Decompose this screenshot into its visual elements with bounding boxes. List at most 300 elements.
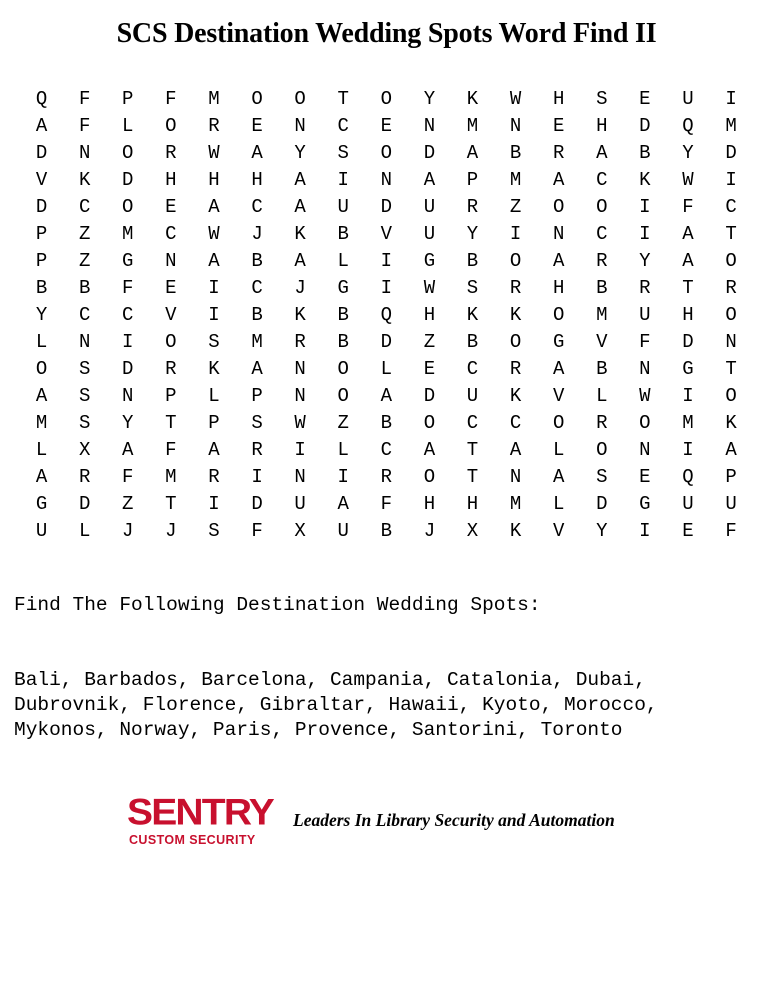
- grid-cell: I: [294, 439, 306, 461]
- grid-cell: W: [294, 412, 306, 434]
- grid-row: [20, 329, 753, 356]
- grid-cell: U: [337, 196, 349, 218]
- grid-row: [20, 86, 753, 113]
- grid-cell: X: [294, 520, 306, 542]
- grid-cell: Y: [294, 142, 306, 164]
- grid-cell: M: [509, 493, 522, 515]
- grid-cell: O: [509, 250, 522, 272]
- grid-cell: W: [509, 88, 522, 110]
- grid-cell: H: [596, 115, 608, 137]
- grid-cell: N: [78, 331, 91, 353]
- grid-cell: A: [552, 169, 565, 191]
- grid-cell: R: [596, 412, 608, 434]
- grid-cell: O: [423, 466, 436, 488]
- grid-cell: Y: [639, 250, 651, 272]
- grid-cell: C: [78, 196, 91, 218]
- grid-cell: G: [552, 331, 565, 353]
- grid-cell: B: [466, 250, 479, 272]
- grid-cell: A: [251, 358, 263, 380]
- grid-cell: K: [509, 304, 522, 326]
- grid-cell: L: [35, 331, 48, 353]
- grid-cell: I: [337, 466, 349, 488]
- grid-cell: I: [122, 331, 134, 353]
- grid-cell: A: [294, 250, 306, 272]
- grid-row: [20, 302, 753, 329]
- grid-cell: K: [208, 358, 220, 380]
- grid-cell: F: [165, 88, 177, 110]
- grid-cell: O: [380, 142, 392, 164]
- page-title: SCS Destination Wedding Spots Word Find II: [116, 18, 657, 49]
- grid-cell: I: [509, 223, 522, 245]
- grid-cell: U: [337, 520, 349, 542]
- grid-cell: V: [35, 169, 48, 191]
- grid-cell: J: [423, 520, 436, 542]
- grid-cell: C: [509, 412, 522, 434]
- grid-cell: F: [639, 331, 651, 353]
- grid-cell: M: [509, 169, 522, 191]
- grid-cell: M: [466, 115, 479, 137]
- grid-cell: Y: [682, 142, 694, 164]
- grid-cell: I: [251, 466, 263, 488]
- grid-cell: A: [423, 169, 436, 191]
- grid-cell: D: [380, 196, 392, 218]
- grid-cell: D: [122, 169, 134, 191]
- grid-cell: F: [165, 439, 177, 461]
- grid-cell: W: [208, 223, 220, 245]
- grid-cell: X: [466, 520, 479, 542]
- grid-cell: I: [682, 439, 694, 461]
- grid-cell: Z: [78, 250, 91, 272]
- tagline: Leaders In Library Security and Automation: [293, 810, 615, 830]
- grid-cell: L: [596, 385, 608, 407]
- grid-cell: O: [165, 331, 177, 353]
- grid-cell: G: [122, 250, 134, 272]
- grid-cell: G: [337, 277, 349, 299]
- grid-cell: D: [35, 196, 48, 218]
- grid-cell: E: [639, 88, 651, 110]
- grid-cell: O: [552, 304, 565, 326]
- grid-cell: D: [78, 493, 91, 515]
- grid-cell: F: [725, 520, 737, 542]
- grid-cell: E: [639, 466, 651, 488]
- grid-cell: I: [380, 250, 392, 272]
- grid-cell: F: [78, 115, 91, 137]
- grid-cell: U: [682, 88, 694, 110]
- grid-cell: R: [208, 466, 220, 488]
- grid-cell: R: [596, 250, 608, 272]
- grid-cell: J: [294, 277, 306, 299]
- grid-cell: D: [725, 142, 737, 164]
- grid-cell: U: [682, 493, 694, 515]
- grid-cell: R: [466, 196, 479, 218]
- grid-cell: O: [552, 412, 565, 434]
- grid-row: [20, 383, 753, 410]
- grid-cell: K: [78, 169, 91, 191]
- grid-cell: L: [122, 115, 134, 137]
- grid-cell: B: [337, 304, 349, 326]
- grid-row: [20, 491, 753, 518]
- grid-cell: M: [208, 88, 220, 110]
- letter-grid: [20, 86, 753, 545]
- grid-cell: Q: [682, 466, 694, 488]
- grid-cell: A: [380, 385, 392, 407]
- grid-cell: R: [639, 277, 651, 299]
- grid-cell: B: [337, 331, 349, 353]
- grid-cell: A: [552, 250, 565, 272]
- grid-cell: O: [509, 331, 522, 353]
- grid-cell: F: [251, 520, 263, 542]
- grid-cell: U: [35, 520, 48, 542]
- grid-cell: C: [596, 169, 608, 191]
- grid-cell: O: [639, 412, 651, 434]
- grid-cell: B: [380, 520, 392, 542]
- grid-cell: A: [35, 115, 48, 137]
- grid-cell: N: [509, 115, 522, 137]
- grid-cell: X: [78, 439, 91, 461]
- grid-cell: E: [552, 115, 565, 137]
- grid-cell: N: [552, 223, 565, 245]
- grid-cell: O: [725, 385, 737, 407]
- grid-cell: I: [208, 277, 220, 299]
- grid-cell: B: [337, 223, 349, 245]
- grid-cell: P: [35, 223, 48, 245]
- grid-cell: A: [509, 439, 522, 461]
- grid-cell: N: [165, 250, 177, 272]
- grid-cell: V: [552, 385, 565, 407]
- grid-cell: O: [380, 88, 392, 110]
- grid-cell: E: [682, 520, 694, 542]
- grid-cell: R: [294, 331, 306, 353]
- grid-cell: D: [596, 493, 608, 515]
- grid-row: [20, 518, 753, 545]
- grid-cell: K: [294, 304, 306, 326]
- grid-cell: K: [466, 304, 479, 326]
- grid-cell: B: [35, 277, 48, 299]
- grid-cell: D: [380, 331, 392, 353]
- grid-cell: M: [122, 223, 134, 245]
- grid-cell: O: [337, 385, 349, 407]
- grid-cell: I: [639, 520, 651, 542]
- grid-cell: E: [251, 115, 263, 137]
- grid-cell: W: [208, 142, 220, 164]
- grid-cell: T: [466, 466, 479, 488]
- grid-cell: D: [122, 358, 134, 380]
- grid-cell: O: [725, 250, 737, 272]
- grid-cell: S: [596, 466, 608, 488]
- grid-cell: Z: [78, 223, 91, 245]
- grid-cell: M: [682, 412, 694, 434]
- grid-cell: B: [380, 412, 392, 434]
- grid-cell: O: [337, 358, 349, 380]
- grid-cell: A: [725, 439, 737, 461]
- grid-cell: S: [251, 412, 263, 434]
- grid-cell: Q: [682, 115, 694, 137]
- grid-cell: D: [251, 493, 263, 515]
- grid-cell: F: [380, 493, 392, 515]
- grid-cell: C: [466, 358, 479, 380]
- grid-cell: J: [251, 223, 263, 245]
- grid-cell: C: [78, 304, 91, 326]
- grid-cell: K: [639, 169, 651, 191]
- grid-cell: G: [639, 493, 651, 515]
- grid-cell: Q: [380, 304, 392, 326]
- grid-cell: H: [466, 493, 479, 515]
- grid-cell: P: [208, 412, 220, 434]
- grid-cell: T: [725, 358, 737, 380]
- grid-row: [20, 167, 753, 194]
- grid-cell: A: [294, 169, 306, 191]
- grid-cell: H: [208, 169, 220, 191]
- grid-row: [20, 356, 753, 383]
- grid-cell: B: [596, 358, 608, 380]
- grid-cell: M: [165, 466, 177, 488]
- grid-cell: F: [78, 88, 91, 110]
- grid-cell: A: [35, 385, 48, 407]
- grid-cell: Y: [466, 223, 479, 245]
- grid-cell: S: [337, 142, 349, 164]
- grid-cell: S: [208, 520, 220, 542]
- grid-cell: M: [725, 115, 737, 137]
- grid-cell: D: [423, 142, 436, 164]
- grid-cell: C: [251, 196, 263, 218]
- grid-cell: A: [423, 439, 436, 461]
- grid-cell: B: [251, 250, 263, 272]
- sentry-logo: [127, 794, 287, 847]
- grid-cell: A: [251, 142, 263, 164]
- grid-cell: O: [251, 88, 263, 110]
- grid-cell: O: [596, 196, 608, 218]
- grid-cell: L: [380, 358, 392, 380]
- grid-cell: D: [682, 331, 694, 353]
- grid-cell: H: [552, 88, 565, 110]
- grid-cell: N: [294, 115, 306, 137]
- grid-cell: Z: [509, 196, 522, 218]
- grid-cell: N: [509, 466, 522, 488]
- grid-cell: C: [165, 223, 177, 245]
- grid-cell: N: [380, 169, 392, 191]
- grid-cell: U: [725, 493, 737, 515]
- grid-cell: R: [380, 466, 392, 488]
- grid-cell: T: [725, 223, 737, 245]
- word-list-line: Dubrovnik, Florence, Gibraltar, Hawaii, Kyoto, Morocco,: [14, 694, 658, 716]
- grid-row: [20, 437, 753, 464]
- grid-cell: L: [208, 385, 220, 407]
- grid-cell: N: [294, 466, 306, 488]
- grid-cell: C: [725, 196, 737, 218]
- grid-cell: A: [552, 466, 565, 488]
- grid-cell: O: [122, 196, 134, 218]
- grid-cell: G: [682, 358, 694, 380]
- grid-cell: N: [725, 331, 737, 353]
- grid-cell: U: [639, 304, 651, 326]
- grid-cell: O: [725, 304, 737, 326]
- grid-cell: H: [251, 169, 263, 191]
- grid-cell: R: [552, 142, 565, 164]
- grid-cell: W: [682, 169, 694, 191]
- grid-cell: V: [380, 223, 392, 245]
- grid-cell: T: [337, 88, 349, 110]
- grid-cell: E: [423, 358, 436, 380]
- grid-row: [20, 140, 753, 167]
- grid-cell: K: [509, 520, 522, 542]
- grid-cell: F: [682, 196, 694, 218]
- grid-cell: L: [552, 439, 565, 461]
- grid-cell: L: [78, 520, 91, 542]
- grid-cell: R: [208, 115, 220, 137]
- grid-cell: B: [509, 142, 522, 164]
- grid-cell: O: [294, 88, 306, 110]
- grid-cell: U: [423, 223, 436, 245]
- grid-cell: O: [596, 439, 608, 461]
- logo-name: SENTRY: [127, 792, 273, 833]
- grid-cell: N: [294, 385, 306, 407]
- grid-cell: A: [337, 493, 349, 515]
- grid-cell: Z: [423, 331, 436, 353]
- grid-cell: I: [380, 277, 392, 299]
- grid-cell: H: [682, 304, 694, 326]
- grid-cell: A: [682, 223, 694, 245]
- grid-cell: S: [78, 358, 91, 380]
- grid-cell: P: [725, 466, 737, 488]
- word-list: [14, 668, 759, 743]
- grid-cell: D: [35, 142, 48, 164]
- grid-cell: E: [165, 196, 177, 218]
- grid-cell: B: [251, 304, 263, 326]
- grid-cell: Y: [596, 520, 608, 542]
- grid-cell: N: [294, 358, 306, 380]
- grid-cell: R: [78, 466, 91, 488]
- grid-cell: M: [596, 304, 608, 326]
- grid-row: [20, 194, 753, 221]
- word-list-line: Bali, Barbados, Barcelona, Campania, Catalonia, Dubai,: [14, 669, 646, 691]
- grid-cell: A: [596, 142, 608, 164]
- grid-cell: O: [122, 142, 134, 164]
- grid-cell: I: [639, 223, 651, 245]
- grid-cell: R: [165, 358, 177, 380]
- grid-cell: G: [423, 250, 436, 272]
- grid-cell: Y: [122, 412, 134, 434]
- grid-cell: N: [639, 439, 651, 461]
- grid-cell: N: [423, 115, 436, 137]
- grid-cell: C: [596, 223, 608, 245]
- grid-cell: S: [596, 88, 608, 110]
- grid-cell: M: [35, 412, 48, 434]
- grid-cell: A: [35, 466, 48, 488]
- grid-cell: O: [35, 358, 48, 380]
- grid-cell: A: [208, 439, 220, 461]
- grid-cell: A: [466, 142, 479, 164]
- grid-cell: W: [639, 385, 651, 407]
- logo-subtitle: CUSTOM SECURITY: [129, 833, 256, 847]
- grid-cell: K: [466, 88, 479, 110]
- grid-cell: I: [337, 169, 349, 191]
- grid-cell: P: [466, 169, 479, 191]
- grid-cell: E: [380, 115, 392, 137]
- grid-cell: H: [423, 304, 436, 326]
- grid-cell: B: [639, 142, 651, 164]
- grid-cell: I: [725, 88, 737, 110]
- grid-cell: M: [251, 331, 263, 353]
- grid-cell: Z: [122, 493, 134, 515]
- grid-cell: U: [294, 493, 306, 515]
- grid-cell: H: [423, 493, 436, 515]
- grid-cell: U: [466, 385, 479, 407]
- grid-row: [20, 113, 753, 140]
- grid-cell: L: [337, 439, 349, 461]
- grid-cell: S: [78, 412, 91, 434]
- grid-cell: A: [208, 250, 220, 272]
- grid-cell: I: [725, 169, 737, 191]
- grid-cell: T: [466, 439, 479, 461]
- grid-cell: S: [78, 385, 91, 407]
- grid-cell: V: [552, 520, 565, 542]
- grid-cell: A: [552, 358, 565, 380]
- grid-cell: I: [639, 196, 651, 218]
- grid-cell: I: [208, 304, 220, 326]
- grid-cell: U: [423, 196, 436, 218]
- grid-cell: S: [466, 277, 479, 299]
- grid-cell: C: [466, 412, 479, 434]
- grid-cell: B: [596, 277, 608, 299]
- grid-cell: D: [423, 385, 436, 407]
- grid-cell: L: [35, 439, 48, 461]
- grid-cell: L: [552, 493, 565, 515]
- grid-cell: L: [337, 250, 349, 272]
- grid-row: [20, 410, 753, 437]
- grid-cell: C: [337, 115, 349, 137]
- grid-cell: A: [682, 250, 694, 272]
- grid-cell: D: [639, 115, 651, 137]
- grid-cell: C: [251, 277, 263, 299]
- grid-cell: O: [165, 115, 177, 137]
- grid-row: [20, 248, 753, 275]
- grid-cell: I: [682, 385, 694, 407]
- grid-cell: Q: [35, 88, 48, 110]
- grid-cell: K: [509, 385, 522, 407]
- grid-cell: J: [122, 520, 134, 542]
- grid-cell: C: [380, 439, 392, 461]
- grid-cell: V: [165, 304, 177, 326]
- grid-cell: R: [725, 277, 737, 299]
- grid-cell: Y: [35, 304, 48, 326]
- grid-cell: R: [251, 439, 263, 461]
- grid-cell: C: [122, 304, 134, 326]
- grid-cell: B: [466, 331, 479, 353]
- grid-row: [20, 221, 753, 248]
- grid-cell: S: [208, 331, 220, 353]
- grid-cell: H: [165, 169, 177, 191]
- grid-cell: N: [78, 142, 91, 164]
- grid-cell: N: [639, 358, 651, 380]
- instructions: Find The Following Destination Wedding Spots:: [14, 594, 541, 616]
- grid-cell: K: [725, 412, 737, 434]
- grid-cell: I: [208, 493, 220, 515]
- grid-row: [20, 275, 753, 302]
- grid-cell: Y: [423, 88, 436, 110]
- grid-cell: P: [165, 385, 177, 407]
- grid-cell: R: [509, 358, 522, 380]
- grid-cell: F: [122, 466, 134, 488]
- grid-cell: P: [251, 385, 263, 407]
- grid-cell: P: [122, 88, 134, 110]
- grid-cell: T: [165, 493, 177, 515]
- grid-cell: V: [596, 331, 608, 353]
- grid-cell: T: [682, 277, 694, 299]
- grid-cell: O: [552, 196, 565, 218]
- grid-cell: A: [122, 439, 134, 461]
- grid-cell: T: [165, 412, 177, 434]
- grid-cell: A: [208, 196, 220, 218]
